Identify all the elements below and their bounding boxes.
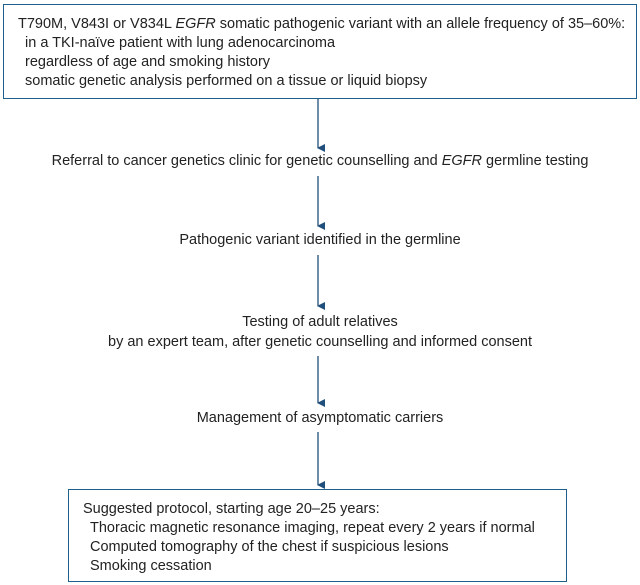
protocol-item: Smoking cessation [90, 558, 212, 574]
criteria-item: in a TKI-naïve patient with lung adenocarcinoma [25, 35, 336, 51]
management-step: Management of asymptomatic carriers [196, 410, 444, 426]
germline-step: Pathogenic variant identified in the germline [179, 232, 461, 248]
surveillance-protocol-box [68, 489, 567, 582]
referral-gene: EGFR [441, 153, 482, 169]
protocol-item: Computed tomography of the chest if suspicious lesions [90, 539, 449, 555]
referral-step: Referral to cancer genetics clinic for genetic counselling and EGFR germline testing [51, 153, 589, 169]
criteria-item: somatic genetic analysis performed on a tissue or liquid biopsy [25, 73, 428, 89]
testing-step-line1: Testing of adult relatives [242, 314, 398, 330]
testing-step-line2: by an expert team, after genetic counselling and informed consent [108, 334, 532, 350]
protocol-title: Suggested protocol, starting age 20–25 years: [83, 501, 380, 517]
criteria-gene: EGFR [175, 16, 216, 32]
criteria-item: regardless of age and smoking history [25, 54, 271, 70]
eligibility-criteria-box [3, 4, 637, 99]
criteria-title: T790M, V843I or V834L EGFR somatic pathogenic variant with an allele frequency of 35–60%: [18, 16, 626, 32]
protocol-item: Thoracic magnetic resonance imaging, repeat every 2 years if normal [90, 520, 535, 536]
